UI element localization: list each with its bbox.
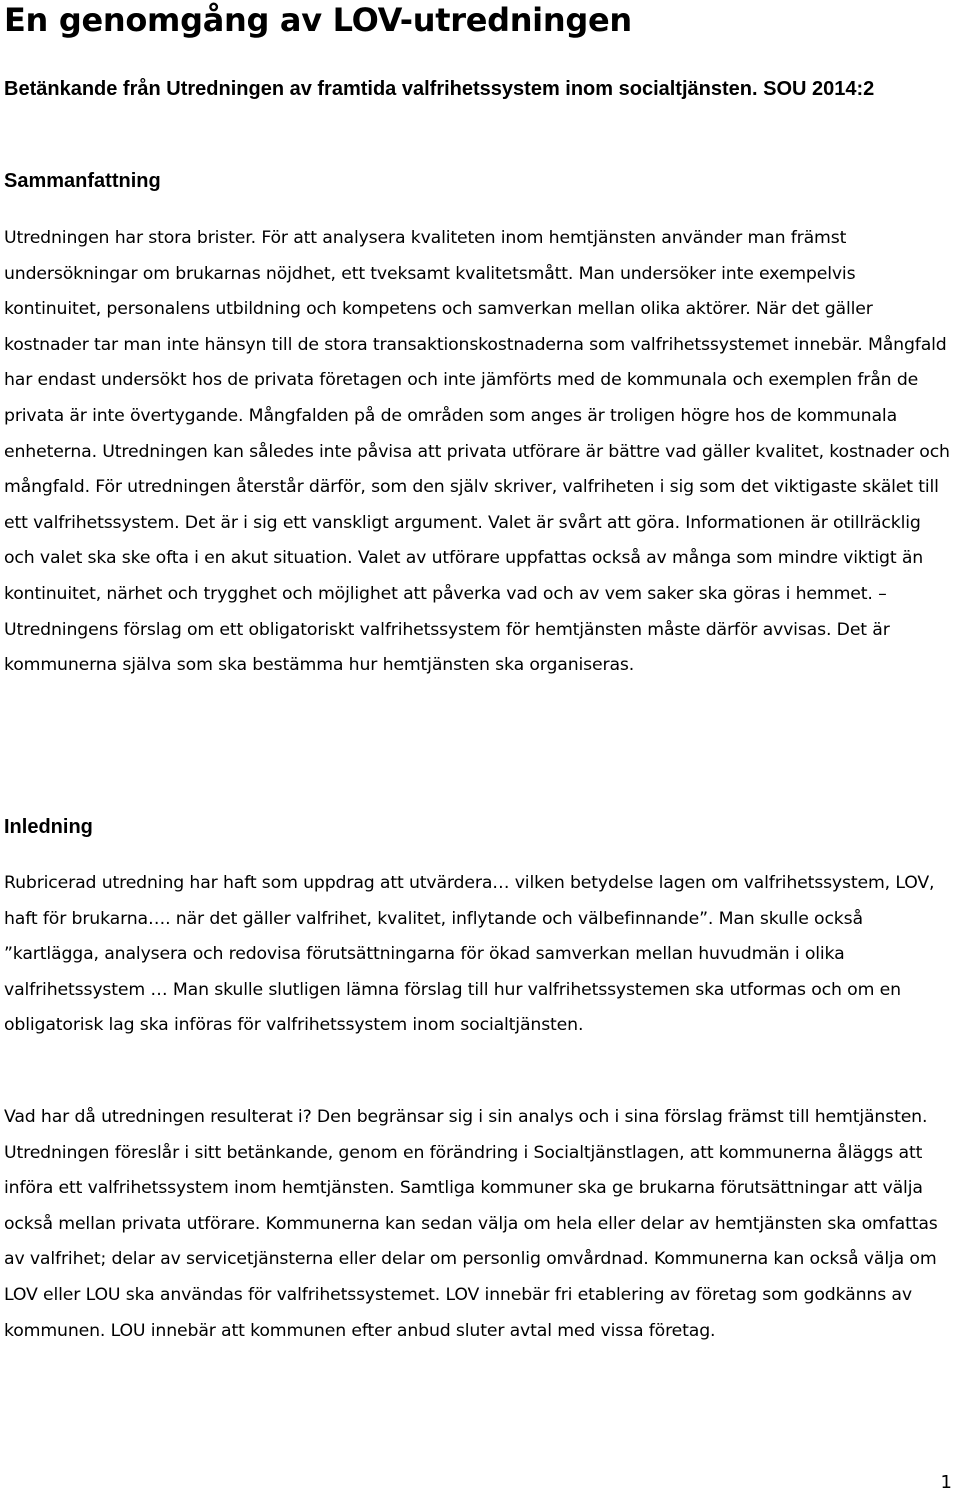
document-title: En genomgång av LOV-utredningen [4,1,632,39]
section-heading-inledning: Inledning [4,816,93,838]
introduction-paragraph-1: Rubricerad utredning har haft som uppdrag att utvärdera… vilken betydelse lagen om valfrihetssystem, LOV, haft för brukarna…. när det gäller valfrihet, kvalitet, inflytande och välbefinnande”. Man skulle också ”kartlägga, analysera och redovisa förutsättningarna för ökad samverkan mellan huvudmän i olika valfrihetssystem … Man skulle slutligen lämna förslag till hur valfrihetssystemen ska utformas och om en obligatorisk lag ska införas för valfrihetssystem inom socialtjänsten. [4,873,935,1036]
page-number: 1 [940,1472,952,1493]
summary-paragraph: Utredningen har stora brister. För att analysera kvaliteten inom hemtjänsten använder man främst undersökningar om brukarnas nöjdhet, ett tveksamt kvalitetsmått. Man undersöker inte exempelvis kontinuitet, personalens utbildning och kompetens och samverkan mellan olika aktörer. När det gäller kostnader tar man inte hänsyn till de stora transaktionskostnaderna som valfrihetssystemet innebär. Mångfald har endast undersökt hos de privata företagen och inte jämförts med de kommunala och exemplen från de privata är inte övertygande. Mångfalden på de områden som anges är troligen högre hos de kommunala enheterna. Utredningen kan således inte påvisa att privata utförare är bättre vad gäller kvalitet, kostnader och mångfald. För utredningen återstår därför, som den själv skriver, valfriheten i sig som det viktigaste skälet till ett valfrihetssystem. Det är i sig ett vanskligt argument. Valet är svårt att göra. Informationen är otillräcklig och valet ska ske ofta i en akut situation. Valet av utförare uppfattas också av många som mindre viktigt än kontinuitet, närhet och trygghet och möjlighet att påverka vad och av vem saker ska göras i hemmet. – Utredningens förslag om ett obligatoriskt valfrihetssystem för hemtjänsten måste därför avvisas. Det är kommunerna själva som ska bestämma hur hemtjänsten ska organiseras. [4,228,950,676]
introduction-paragraph-2: Vad har då utredningen resulterat i? Den begränsar sig i sin analys och i sina förslag främst till hemtjänsten. Utredningen föreslår i sitt betänkande, genom en förändring i Socialtjänstlagen, att kommunerna åläggs att införa ett valfrihetssystem inom hemtjänsten. Samtliga kommuner ska ge brukarna förutsättningar att välja också mellan privata utförare. Kommunerna kan sedan välja om hela eller delar av hemtjänsten ska omfattas av valfrihet; delar av servicetjänsterna eller delar om personlig omvårdnad. Kommunerna kan också välja om LOV eller LOU ska användas för valfrihetssystemet. LOV innebär fri etablering av företag som godkänns av kommunen. LOU innebär att kommunen efter anbud sluter avtal med vissa företag. [4,1107,938,1341]
section-heading-sammanfattning: Sammanfattning [4,170,161,192]
document-subtitle: Betänkande från Utredningen av framtida valfrihetssystem inom socialtjänsten. SOU 2014:2 [4,78,875,100]
